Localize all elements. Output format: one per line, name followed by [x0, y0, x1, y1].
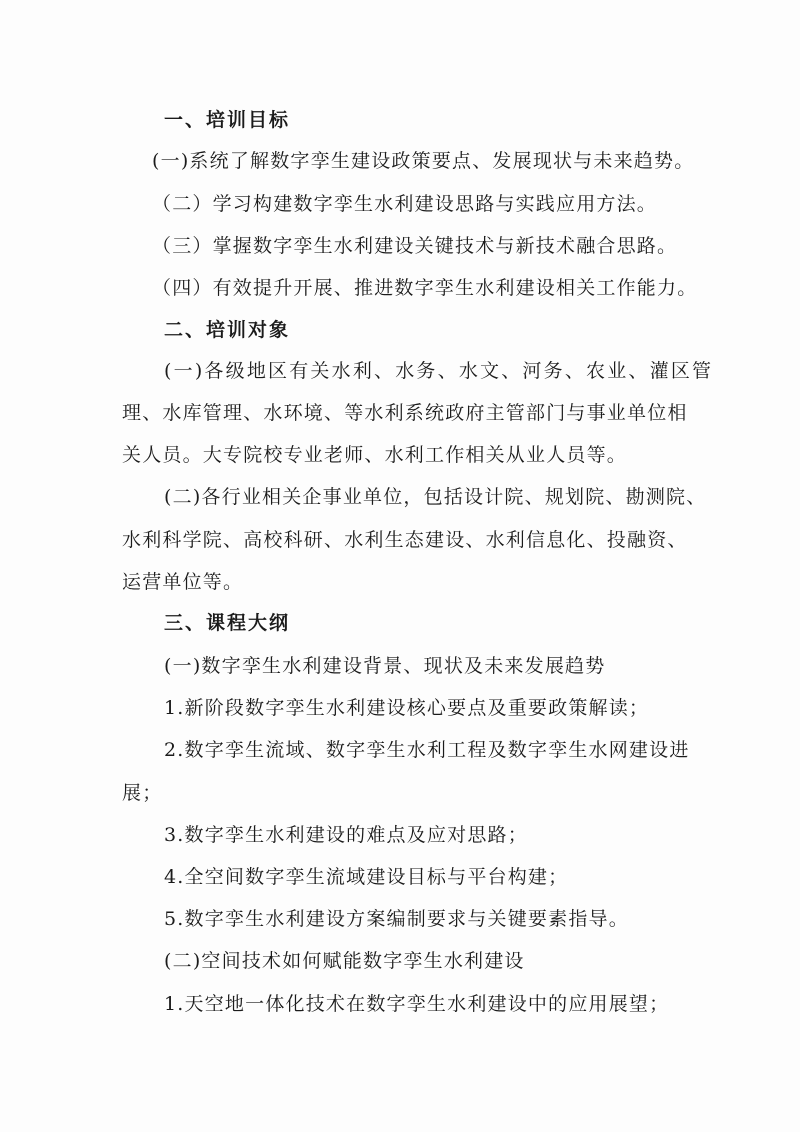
section3-sub2: (二)空间技术如何赋能数字孪生水利建设 [164, 950, 525, 972]
section2-heading: 二、培训对象 [164, 319, 291, 341]
section3-sub1-item-5: 5.数字孪生水利建设方案编制要求与关键要素指导。 [164, 908, 629, 930]
section1-item-3: （三）掌握数字孪生水利建设关键技术与新技术融合思路。 [152, 235, 678, 257]
section2-para1-line-1: (一)各级地区有关水利、水务、水文、河务、农业、灌区管 [164, 360, 714, 382]
section3-sub1-item-2: 2.数字孪生流域、数字孪生水利工程及数字孪生水网建设进 [164, 739, 690, 761]
section3-sub1-item-2-cont: 展； [122, 782, 163, 804]
section2-para1-line-2: 理、水库管理、水环境、等水利系统政府主管部门与事业单位相 [122, 402, 688, 424]
section1-item-2: （二）学习构建数字孪生水利建设思路与实践应用方法。 [152, 193, 658, 215]
section3-sub1: (一)数字孪生水利建设背景、现状及未来发展趋势 [164, 655, 606, 677]
section2-para2-line-3: 运营单位等。 [122, 571, 244, 593]
section1-item-4: （四）有效提升开展、推进数字孪生水利建设相关工作能力。 [152, 277, 698, 299]
section1-heading: 一、培训目标 [164, 109, 291, 131]
section2-para1-line-3: 关人员。大专院校专业老师、水利工作相关从业人员等。 [122, 444, 628, 466]
section2-para2-line-2: 水利科学院、高校科研、水利生态建设、水利信息化、投融资、 [122, 529, 688, 551]
section3-sub1-item-4: 4.全空间数字孪生流域建设目标与平台构建； [164, 866, 569, 888]
section2-para2-line-1: (二)各行业相关企事业单位，包括设计院、规划院、勘测院、 [164, 486, 707, 508]
section1-item-1: (一)系统了解数字孪生建设政策要点、发展现状与未来趋势。 [152, 150, 695, 172]
section3-heading: 三、课程大纲 [164, 612, 291, 634]
section3-sub2-item-1: 1.天空地一体化技术在数字孪生水利建设中的应用展望； [164, 993, 670, 1015]
section3-sub1-item-3: 3.数字孪生水利建设的难点及应对思路； [164, 824, 528, 846]
section3-sub1-item-1: 1.新阶段数字孪生水利建设核心要点及重要政策解读； [164, 697, 650, 719]
